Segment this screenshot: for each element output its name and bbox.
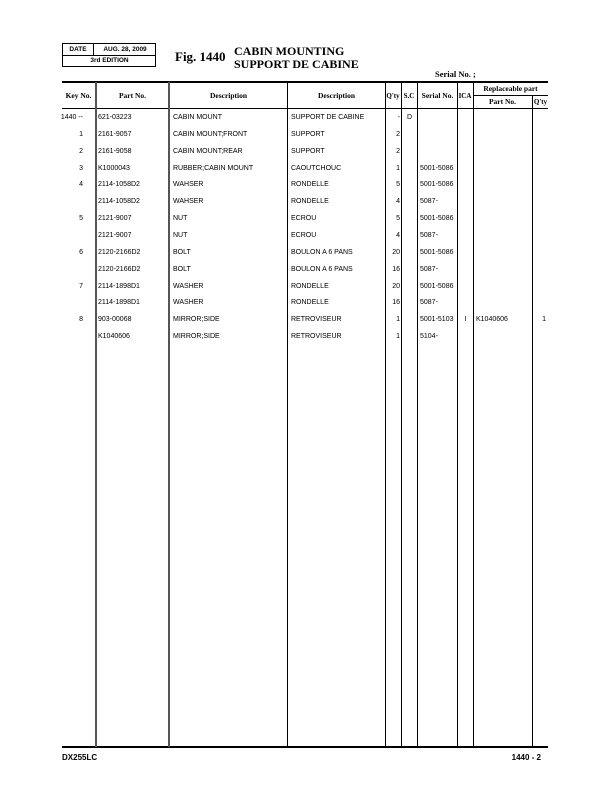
cell-part-no: 2121-9007: [98, 231, 132, 239]
cell-serial-no: 5087-: [420, 299, 438, 307]
cell-description-en: BOLT: [173, 248, 191, 256]
cell-key-no: 1440 --: [60, 114, 83, 121]
table-top-border: [62, 81, 548, 83]
cell-part-no: 2120-2166D2: [98, 265, 141, 273]
title-french: SUPPORT DE CABINE: [234, 57, 359, 71]
cell-description-fr: BOULON A 6 PANS: [291, 248, 353, 256]
cell-serial-no: 5087-: [420, 198, 438, 206]
cell-serial-no: 5087-: [420, 231, 438, 239]
cell-qty: 16: [392, 265, 400, 273]
cell-description-fr: ECROU: [291, 231, 317, 239]
cell-description-en: RUBBER;CABIN MOUNT: [173, 164, 254, 172]
cell-serial-no: 5104-: [420, 333, 438, 341]
date-label: DATE: [69, 46, 87, 53]
cell-part-no: 2121-9007: [98, 215, 132, 223]
cell-description-fr: RONDELLE: [291, 181, 329, 189]
cell-qty: 4: [396, 198, 400, 206]
cell-key-no: 5: [79, 215, 83, 223]
column-divider: [457, 82, 458, 747]
cell-description-fr: SUPPORT: [291, 147, 325, 155]
cell-serial-no: 5001-5086: [420, 282, 454, 290]
cell-key-no: 3: [79, 164, 83, 172]
cell-part-no: 2120-2166D2: [98, 248, 141, 256]
cell-description-fr: RONDELLE: [291, 198, 329, 206]
column-header-sc: S.C: [403, 92, 415, 100]
cell-description-en: WASHER: [173, 282, 204, 290]
cell-description-fr: CAOUTCHOUC: [291, 164, 342, 172]
cell-key-no: 7: [79, 282, 83, 290]
cell-serial-no: 5001-5086: [420, 181, 454, 189]
cell-description-en: CABIN MOUNT;REAR: [173, 147, 243, 155]
column-header-description-fr: Description: [317, 91, 356, 100]
column-header-replaceable-part-no: Part No.: [488, 97, 517, 106]
column-header-ica: ICA: [458, 92, 472, 100]
cell-part-no: 903-00068: [98, 316, 132, 324]
table-bottom-border: [62, 746, 548, 748]
cell-part-no: 2114-1058D2: [98, 181, 140, 189]
column-divider: [168, 82, 170, 747]
cell-description-fr: RONDELLE: [291, 299, 329, 307]
cell-part-no: 2161-9057: [98, 130, 132, 138]
cell-qty: 1: [396, 164, 400, 172]
cell-replaceable-qty: 1: [542, 316, 546, 324]
title-english: CABIN MOUNTING: [234, 44, 345, 58]
cell-part-no: 2114-1058D2: [98, 198, 140, 206]
cell-qty: 16: [392, 299, 400, 307]
cell-serial-no: 5001-5086: [420, 248, 454, 256]
cell-description-fr: RONDELLE: [291, 282, 329, 290]
cell-description-fr: SUPPORT: [291, 130, 325, 138]
cell-description-fr: SUPPORT DE CABINE: [291, 114, 365, 121]
cell-qty: 20: [392, 248, 400, 256]
column-divider: [473, 82, 474, 747]
cell-description-fr: BOULON A 6 PANS: [291, 265, 353, 273]
cell-key-no: 6: [79, 248, 83, 256]
cell-key-no: 2: [79, 147, 83, 155]
cell-description-en: CABIN MOUNT: [173, 114, 222, 121]
replaceable-part-subdivider: [473, 95, 548, 96]
column-header-qty: Q'ty: [386, 92, 400, 100]
cell-description-fr: RETROVISEUR: [291, 333, 342, 341]
cell-qty: 5: [396, 215, 400, 223]
cell-description-en: NUT: [173, 215, 188, 223]
cell-description-en: WAHSER: [173, 198, 204, 206]
cell-part-no: 2114-1898D1: [98, 282, 140, 290]
cell-serial-no: 5001-5103: [420, 316, 454, 324]
column-header-description-en: Description: [209, 91, 248, 100]
model-name: DX255LC: [62, 753, 98, 762]
column-header-replaceable-qty: Q'ty: [533, 98, 548, 106]
cell-qty: 5: [396, 181, 400, 189]
cell-qty: -: [397, 114, 400, 121]
cell-description-en: WAHSER: [173, 181, 204, 189]
cell-qty: 1: [396, 316, 400, 324]
cell-description-fr: ECROU: [291, 215, 317, 223]
column-header-part-no: Part No.: [118, 91, 147, 100]
cell-qty: 4: [396, 231, 400, 239]
cell-description-fr: RETROVISEUR: [291, 316, 342, 324]
cell-serial-no: 5087-: [420, 265, 438, 273]
cell-replaceable-part-no: K1040606: [476, 316, 508, 324]
cell-qty: 2: [396, 130, 400, 138]
column-header-replaceable-part: Replaceable part: [483, 84, 538, 93]
cell-description-en: CABIN MOUNT;FRONT: [173, 130, 248, 138]
column-header-key-no: Key No.: [65, 91, 92, 100]
column-divider: [95, 82, 97, 747]
serial-number-label: Serial No. ;: [435, 69, 476, 79]
cell-key-no: 4: [79, 181, 83, 189]
cell-part-no: K1000043: [98, 164, 130, 172]
cell-part-no: K1040606: [98, 333, 130, 341]
column-divider: [287, 82, 288, 747]
cell-serial-no: 5001-5086: [420, 215, 454, 223]
date-value: AUG. 28, 2009: [103, 46, 147, 53]
cell-description-en: MIRROR;SIDE: [173, 316, 220, 324]
cell-description-en: NUT: [173, 231, 188, 239]
figure-number: Fig. 1440: [175, 49, 226, 64]
header-bottom-border: [62, 108, 548, 109]
cell-ica: I: [464, 316, 467, 324]
column-divider: [417, 82, 418, 747]
cell-key-no: 1: [79, 130, 83, 138]
cell-description-en: MIRROR;SIDE: [173, 333, 220, 341]
cell-part-no: 621-03223: [98, 114, 132, 121]
date-edition-box: [62, 43, 156, 67]
edition-label: 3rd EDITION: [90, 57, 129, 64]
page-number: 1440 - 2: [511, 753, 541, 762]
cell-description-en: WASHER: [173, 299, 204, 307]
cell-key-no: 8: [79, 316, 83, 324]
cell-qty: 20: [392, 282, 400, 290]
cell-part-no: 2161-9058: [98, 147, 132, 155]
cell-qty: 2: [396, 147, 400, 155]
column-header-serial-no: Serial No.: [421, 91, 454, 100]
cell-part-no: 2114-1898D1: [98, 299, 140, 307]
cell-description-en: BOLT: [173, 265, 191, 273]
cell-qty: 1: [396, 333, 400, 341]
column-divider: [401, 82, 402, 747]
cell-serial-no: 5001-5086: [420, 164, 454, 172]
column-divider: [532, 95, 533, 747]
cell-sc: D: [406, 114, 413, 121]
